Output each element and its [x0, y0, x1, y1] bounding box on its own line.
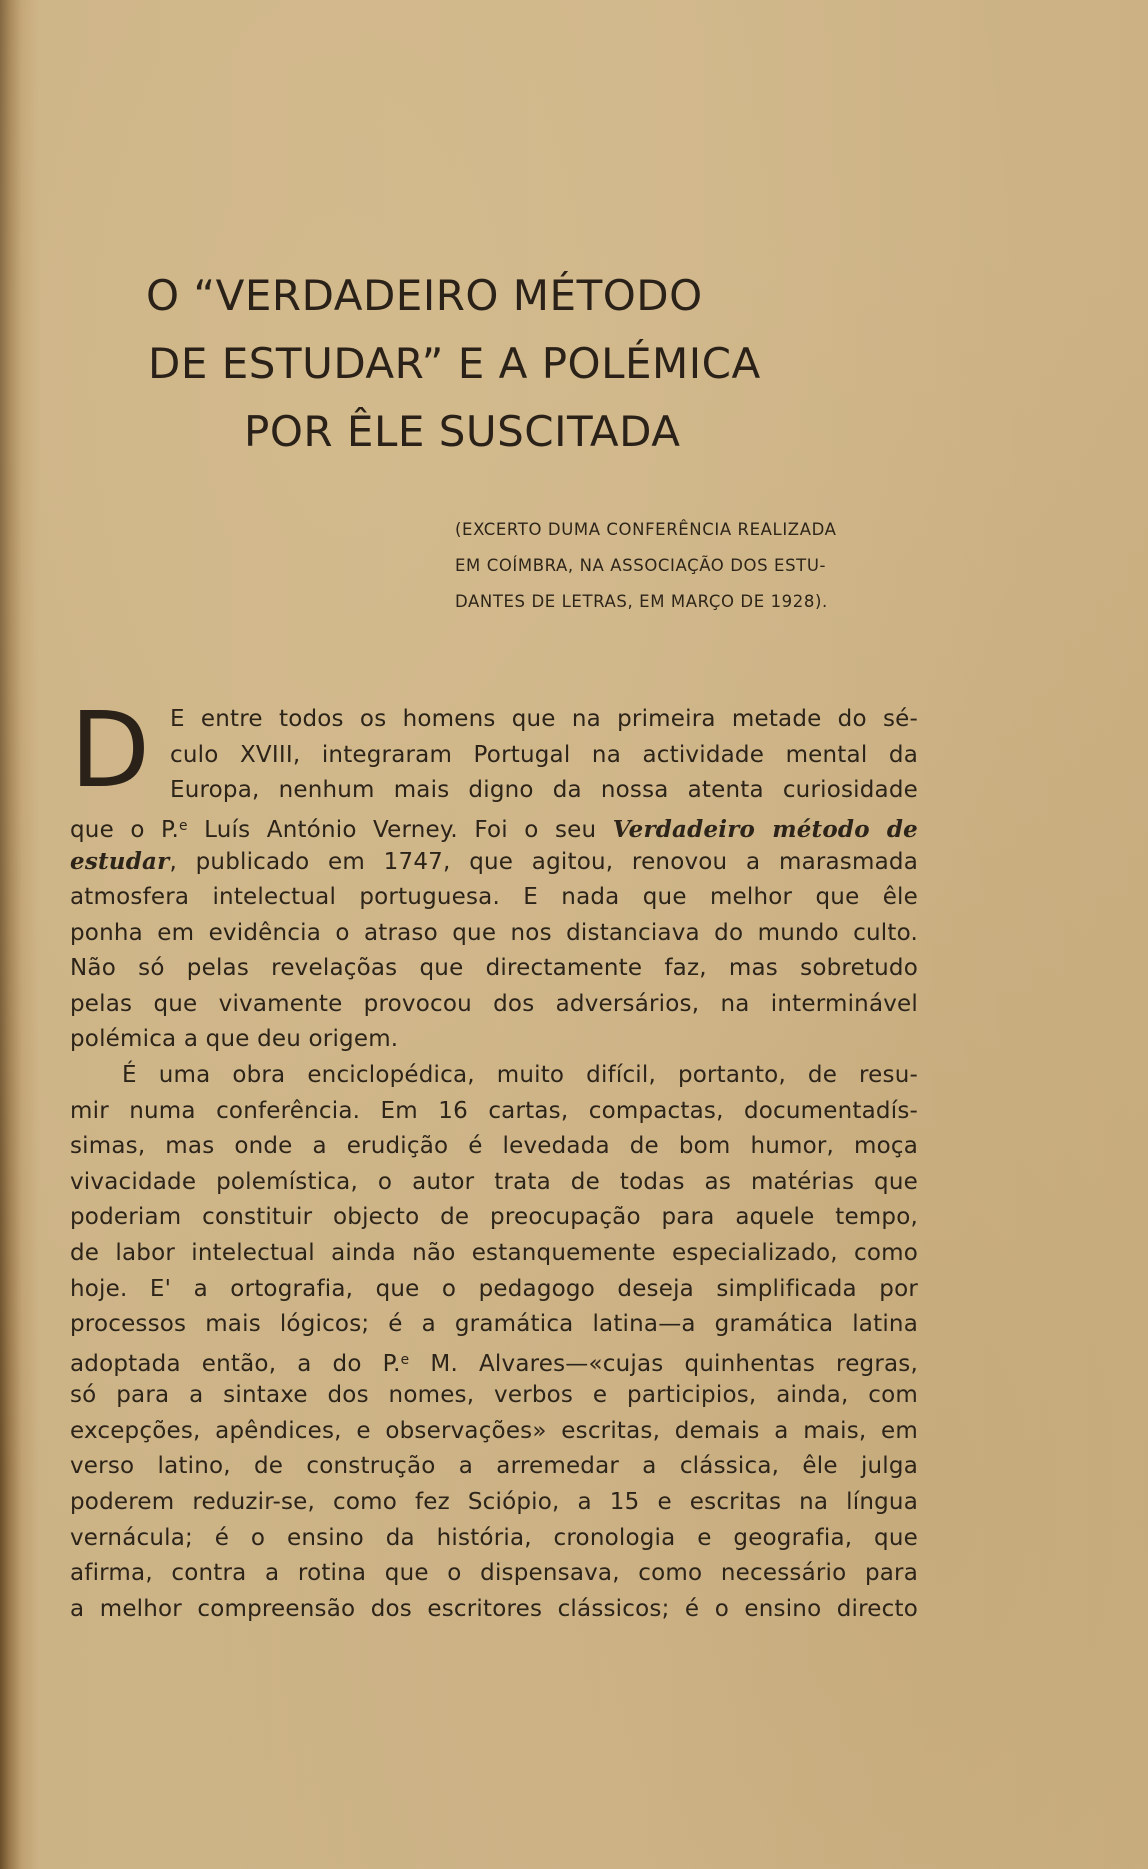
body-line: hoje. E' a ortografia, que o pedagogo deseja simplificada por — [70, 1275, 918, 1302]
body-line: Europa, nenhum mais digno da nossa atenta curiosidade — [170, 777, 918, 804]
subtitle-line-3: DANTES DE LETRAS, EM MARÇO DE 1928). — [455, 592, 828, 611]
article-subtitle — [455, 512, 915, 620]
title-line-1: O “VERDADEIRO MÉTODO — [146, 271, 703, 320]
body-line: que o P.$^e$ Luís António Verney. Foi o seu Verdadeiro método de — [70, 815, 918, 843]
body-line: polémica a que deu origem. — [70, 1026, 399, 1053]
body-line: afirma, contra a rotina que o dispensava, como necessário para — [70, 1560, 918, 1587]
body-line: de labor intelectual ainda não estanquemente especializado, como — [70, 1239, 918, 1266]
body-line: ponha em evidência o atraso que nos distanciava do mundo culto. — [70, 919, 918, 946]
body-line: verso latino, de construção a arremedar a clássica, êle julga — [70, 1453, 918, 1480]
subtitle-line-2: EM COÍMBRA, NA ASSOCIAÇÃO DOS ESTU- — [455, 556, 827, 575]
body-line: É uma obra enciclopédica, muito difícil, portanto, de resu- — [122, 1061, 918, 1088]
body-line: simas, mas onde a erudição é levedada de bom humor, moça — [70, 1133, 918, 1160]
body-line: culo XVIII, integraram Portugal na actividade mental da — [170, 741, 918, 768]
body-text — [70, 702, 918, 1627]
body-line: poderiam constituir objecto de preocupação para aquele tempo, — [70, 1204, 918, 1231]
body-line: vivacidade polemística, o autor trata de todas as matérias que — [70, 1168, 918, 1195]
body-line: pelas que vivamente provocou dos adversários, na interminável — [70, 990, 918, 1017]
book-title-italic: estudar — [70, 848, 170, 876]
body-line: a melhor compreensão dos escritores clássicos; é o ensino directo — [70, 1595, 918, 1622]
drop-cap: D — [70, 689, 151, 811]
body-line: adoptada então, a do P.$^e$ M. Alvares—«cujas quinhentas regras, — [70, 1350, 918, 1377]
body-line: Não só pelas revelaçõas que directamente faz, mas sobretudo — [70, 955, 918, 982]
body-line: estudar, publicado em 1747, que agitou, renovou a marasmada — [70, 848, 918, 876]
body-line: E entre todos os homens que na primeira metade do sé- — [170, 706, 918, 732]
body-line: atmosfera intelectual portuguesa. E nada que melhor que êle — [70, 883, 918, 910]
title-line-2: DE ESTUDAR” E A POLÉMICA — [148, 339, 761, 388]
body-line: mir numa conferência. Em 16 cartas, compactas, documentadís- — [70, 1097, 918, 1124]
body-line: vernácula; é o ensino da história, cronologia e geografia, que — [70, 1524, 918, 1551]
title-line-3: POR ÊLE SUSCITADA — [244, 407, 681, 456]
body-line: excepções, apêndices, e observações» escritas, demais a mais, em — [70, 1417, 918, 1444]
body-line: só para a sintaxe dos nomes, verbos e participios, ainda, com — [70, 1382, 918, 1409]
body-line: poderem reduzir-se, como fez Sciópio, a 15 e escritas na língua — [70, 1489, 918, 1516]
article-title — [146, 262, 866, 466]
book-title-italic: Verdadeiro método de — [612, 815, 918, 843]
body-line: processos mais lógicos; é a gramática latina—a gramática latina — [70, 1311, 918, 1338]
subtitle-line-1: (EXCERTO DUMA CONFERÊNCIA REALIZADA — [455, 520, 837, 539]
